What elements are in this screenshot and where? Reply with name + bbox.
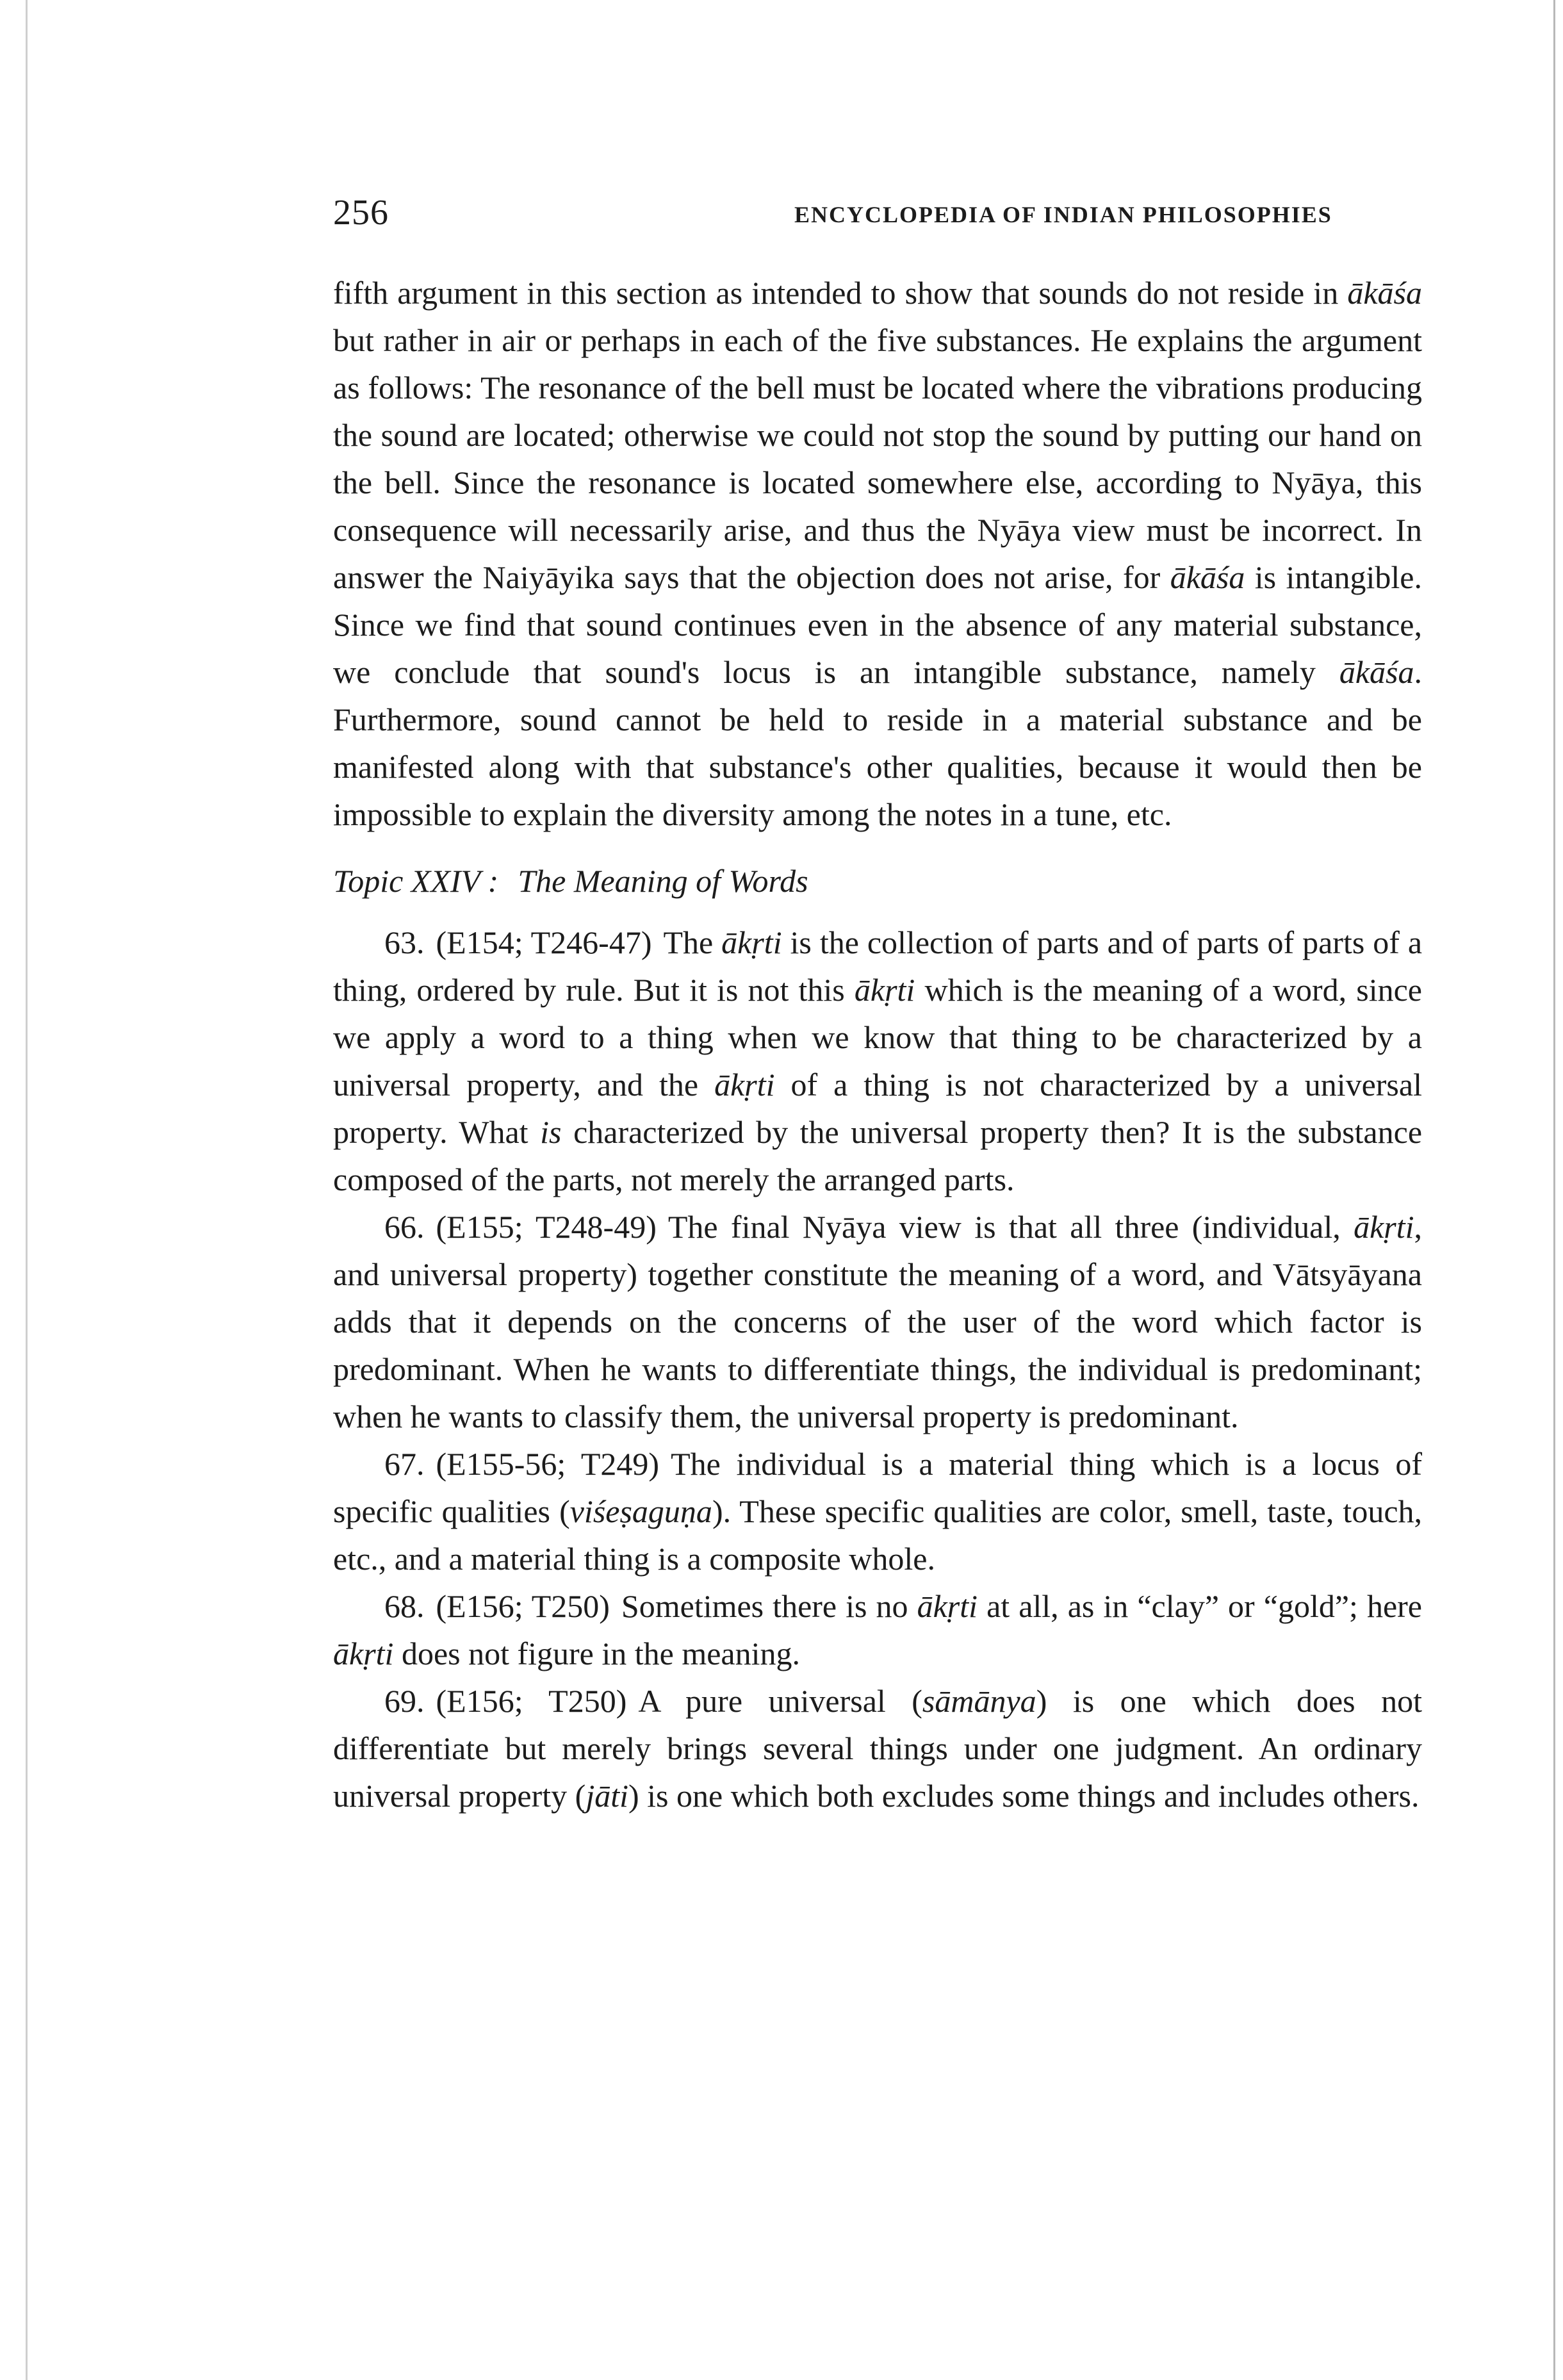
paragraph-number: 67.: [384, 1446, 425, 1482]
scan-edge-left: [26, 0, 28, 2380]
term-visesaguna: viśeṣaguṇa: [569, 1493, 712, 1529]
source-reference: (E156; T250): [436, 1683, 627, 1719]
topic-heading: [333, 857, 1422, 905]
opening-paragraph: fifth argument in this section as intended to show that sounds do not reside in ākāśa but rather in air or perhaps in each of the five substances. He explains the argument as follows: The resonance of the bell must be located where the vibrations producing the sound are located; otherwise we could not stop the sound by putting our hand on the bell. Since the resonance is located somewhere else, according to Nyāya, this consequence will necessarily arise, and thus the Nyāya view must be incorrect. In answer the Naiyāyika says that the objection does not arise, for ākāśa is intangible. Since we find that sound continues even in the absence of any material substance, we conclude that sound's locus is an intangible substance, namely ākāśa. Furthermore, sound cannot be held to reside in a material substance and be manifested along with that substance's other qualities, because it would then be impossible to explain the diversity among the notes in a tune, etc.: [333, 275, 1422, 832]
source-reference: (E154; T246-47): [436, 924, 652, 960]
term-akasa: ākāśa: [1347, 275, 1422, 311]
source-reference: (E155-56; T249): [436, 1446, 660, 1482]
source-reference: (E156; T250): [436, 1588, 610, 1624]
term-akrti: ākṛti: [714, 1067, 775, 1103]
paragraph-63: 63. (E154; T246-47) The ākṛti is the collection of parts and of parts of parts of a thing, ordered by rule. But it is not this ākṛti which is the meaning of a word, since we apply a word to a thing when we know that thing to be characterized by a universal property, and the ākṛti of a thing is not characterized by a universal property. What is characterized by the universal property then? It is the substance composed of the parts, not merely the arranged parts.: [333, 924, 1423, 1197]
book-page: [333, 192, 1422, 1819]
paragraph-number: 68.: [384, 1588, 425, 1624]
page-body: [333, 269, 1422, 1819]
term-jati: jāti: [585, 1778, 628, 1814]
paragraph-66: 66. (E155; T248-49) The final Nyāya view is that all three (individual, ākṛti, and universal property) together constitute the meaning of a word, and Vātsyāyana adds that it depends on the concerns of the user of the word which factor is predominant. When he wants to differentiate things, the individual is predominant; when he wants to classify them, the universal property is predominant.: [333, 1209, 1422, 1434]
paragraph-number: 69.: [384, 1683, 425, 1719]
term-akasa: ākāśa: [1339, 654, 1414, 690]
term-samanya: sāmānya: [922, 1683, 1036, 1719]
term-akrti: ākṛti: [721, 924, 782, 960]
paragraph-68: 68. (E156; T250) Sometimes there is no ākṛti at all, as in “clay” or “gold”; here ākṛti does not figure in the meaning.: [333, 1588, 1422, 1671]
page-number: 256: [333, 193, 389, 233]
scan-edge-right: [1553, 0, 1555, 2380]
paragraph-67: 67. (E155-56; T249) The individual is a material thing which is a locus of specific qualities (viśeṣaguṇa). These specific qualities are color, smell, taste, touch, etc., and a material thing is a composite whole.: [333, 1446, 1423, 1577]
term-akrti: ākṛti: [854, 972, 915, 1008]
term-akrti: ākṛti: [917, 1588, 978, 1624]
source-reference: (E155; T248-49): [436, 1209, 657, 1245]
paragraph-number: 63.: [384, 924, 425, 960]
page-header: [333, 192, 1422, 243]
paragraph-69: 69. (E156; T250) A pure universal (sāmānya) is one which does not differentiate but merely brings several things under one judgment. An ordinary universal property (jāti) is one which both excludes some things and includes others.: [333, 1683, 1423, 1814]
term-akrti: ākṛti: [1354, 1209, 1414, 1245]
running-head: ENCYCLOPEDIA OF INDIAN PHILOSOPHIES: [794, 202, 1332, 227]
emphasis-is: is: [540, 1114, 562, 1150]
topic-label: Topic XXIV :: [333, 863, 499, 899]
paragraph-number: 66.: [384, 1209, 425, 1245]
term-akasa: ākāśa: [1170, 559, 1245, 595]
term-akrti: ākṛti: [333, 1636, 394, 1671]
topic-title: The Meaning of Words: [518, 863, 808, 899]
